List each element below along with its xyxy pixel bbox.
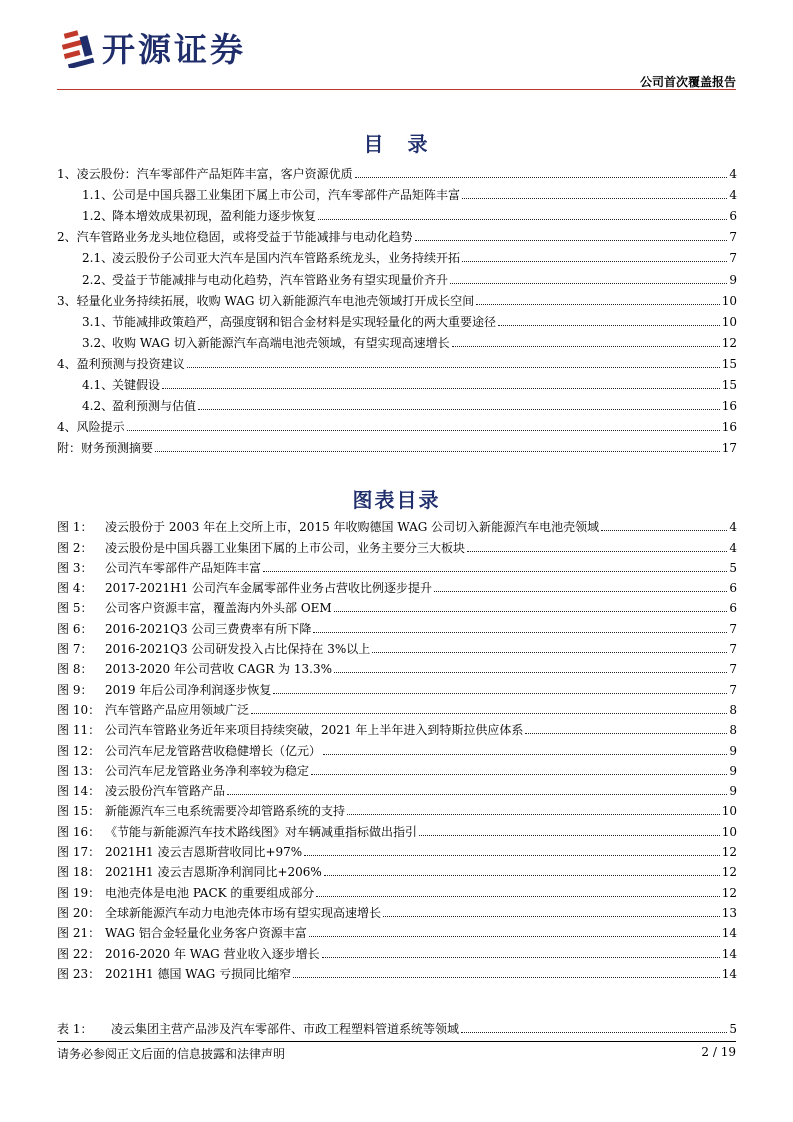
- figure-entry[interactable]: 图 21： WAG 铝合金轻量化业务客户资源丰富 14: [57, 926, 737, 941]
- toc-entry[interactable]: 4.1、关键假设 15: [82, 378, 737, 393]
- figure-entry[interactable]: 图 19： 电池壳体是电池 PACK 的重要组成部分 12: [57, 885, 737, 900]
- figure-entry[interactable]: 图 15： 新能源汽车三电系统需要冷却管路系统的支持 10: [57, 804, 737, 819]
- figure-list: [57, 514, 737, 981]
- toc-entry[interactable]: 2.2、受益于节能减排与电动化趋势，汽车管路业务有望实现量价齐升 9: [82, 272, 737, 287]
- logo-mark-icon: [62, 28, 96, 68]
- page-number: 2 / 19: [701, 1045, 736, 1059]
- figure-entry[interactable]: 图 16： 《节能与新能源汽车技术路线图》对车辆减重指标做出指引 10: [57, 824, 737, 839]
- figure-entry[interactable]: 图 2： 凌云股份是中国兵器工业集团下属的上市公司，业务主要分三大板块 4: [57, 540, 737, 555]
- footer-divider: [57, 1041, 736, 1042]
- page-header: [0, 0, 793, 100]
- table-list: [57, 1016, 737, 1036]
- toc-entry[interactable]: 2、汽车管路业务龙头地位稳固，或将受益于节能减排与电动化趋势 7: [57, 230, 737, 245]
- toc-entry[interactable]: 4、盈利预测与投资建议 15: [57, 356, 737, 371]
- footer-disclaimer: 请务必参阅正文后面的信息披露和法律声明: [57, 1047, 286, 1061]
- figure-entry[interactable]: 图 3： 公司汽车零部件产品矩阵丰富 5: [57, 560, 737, 575]
- logo-text: 开源证券: [102, 30, 246, 69]
- toc-entry[interactable]: 3.1、节能减排政策趋严，高强度钢和铝合金材料是实现轻量化的两大重要途径 10: [82, 314, 737, 329]
- report-type: 公司首次覆盖报告: [639, 75, 736, 89]
- figure-entry[interactable]: 图 18： 2021H1 凌云吉恩斯净利润同比+206% 12: [57, 865, 737, 880]
- figure-entry[interactable]: 图 13： 公司汽车尼龙管路业务净利率较为稳定 9: [57, 763, 737, 778]
- figure-entry[interactable]: 图 5： 公司客户资源丰富，覆盖海内外头部 OEM 6: [57, 601, 737, 616]
- toc-entry[interactable]: 1.2、降本增效成果初现，盈利能力逐步恢复 6: [82, 209, 737, 224]
- toc-entry[interactable]: 1、凌云股份：汽车零部件产品矩阵丰富，客户资源优质 4: [57, 167, 737, 182]
- figure-entry[interactable]: 图 8： 2013-2020 年公司营收 CAGR 为 13.3% 7: [57, 662, 737, 677]
- figure-entry[interactable]: 图 14： 凌云股份汽车管路产品 9: [57, 784, 737, 799]
- figure-entry[interactable]: 图 12： 公司汽车尼龙管路营收稳健增长（亿元） 9: [57, 743, 737, 758]
- figure-entry[interactable]: 图 6： 2016-2021Q3 公司三费费率有所下降 7: [57, 621, 737, 636]
- header-divider: [57, 89, 736, 90]
- figure-entry[interactable]: 图 17： 2021H1 凌云吉恩斯营收同比+97% 12: [57, 845, 737, 860]
- table-entry[interactable]: 表 1： 凌云集团主营产品涉及汽车零部件、市政工程塑料管道系统等领域 5: [57, 1022, 737, 1036]
- figure-entry[interactable]: 图 7： 2016-2021Q3 公司研发投入占比保持在 3%以上 7: [57, 642, 737, 657]
- toc-title: 目 录: [363, 132, 430, 156]
- toc-entry[interactable]: 4、风险提示 16: [57, 420, 737, 435]
- figure-entry[interactable]: 图 10： 汽车管路产品应用领域广泛 8: [57, 702, 737, 717]
- figures-title: 图表目录: [352, 488, 441, 512]
- figure-entry[interactable]: 图 1： 凌云股份于 2003 年在上交所上市，2015 年收购德国 WAG 公司切入新能源汽车电池壳领域 4: [57, 520, 737, 535]
- figure-entry[interactable]: 图 9： 2019 年后公司净利润逐步恢复 7: [57, 682, 737, 697]
- figure-entry[interactable]: 图 22： 2016-2020 年 WAG 营业收入逐步增长 14: [57, 946, 737, 961]
- brand-logo: [62, 24, 246, 71]
- toc-entry[interactable]: 4.2、盈利预测与估值 16: [82, 399, 737, 414]
- toc-entry[interactable]: 附：财务预测摘要 17: [57, 441, 737, 456]
- toc-entry[interactable]: 3、轻量化业务持续拓展，收购 WAG 切入新能源汽车电池壳领域打开成长空间 10: [57, 293, 737, 308]
- figure-entry[interactable]: 图 23： 2021H1 德国 WAG 亏损同比缩窄 14: [57, 966, 737, 981]
- toc-entry[interactable]: 2.1、凌云股份子公司亚大汽车是国内汽车管路系统龙头，业务持续开拓 7: [82, 251, 737, 266]
- toc-list: [57, 160, 737, 455]
- figure-entry[interactable]: 图 11： 公司汽车管路业务近年来项目持续突破，2021 年上半年进入到特斯拉供应体系 8: [57, 723, 737, 738]
- figure-entry[interactable]: 图 4： 2017-2021H1 公司汽车金属零部件业务占营收比例逐步提升 6: [57, 581, 737, 596]
- toc-entry[interactable]: 3.2、收购 WAG 切入新能源汽车高端电池壳领域，有望实现高速增长 12: [82, 335, 737, 350]
- figure-entry[interactable]: 图 20： 全球新能源汽车动力电池壳体市场有望实现高速增长 13: [57, 905, 737, 920]
- toc-entry[interactable]: 1.1、公司是中国兵器工业集团下属上市公司，汽车零部件产品矩阵丰富 4: [82, 188, 737, 203]
